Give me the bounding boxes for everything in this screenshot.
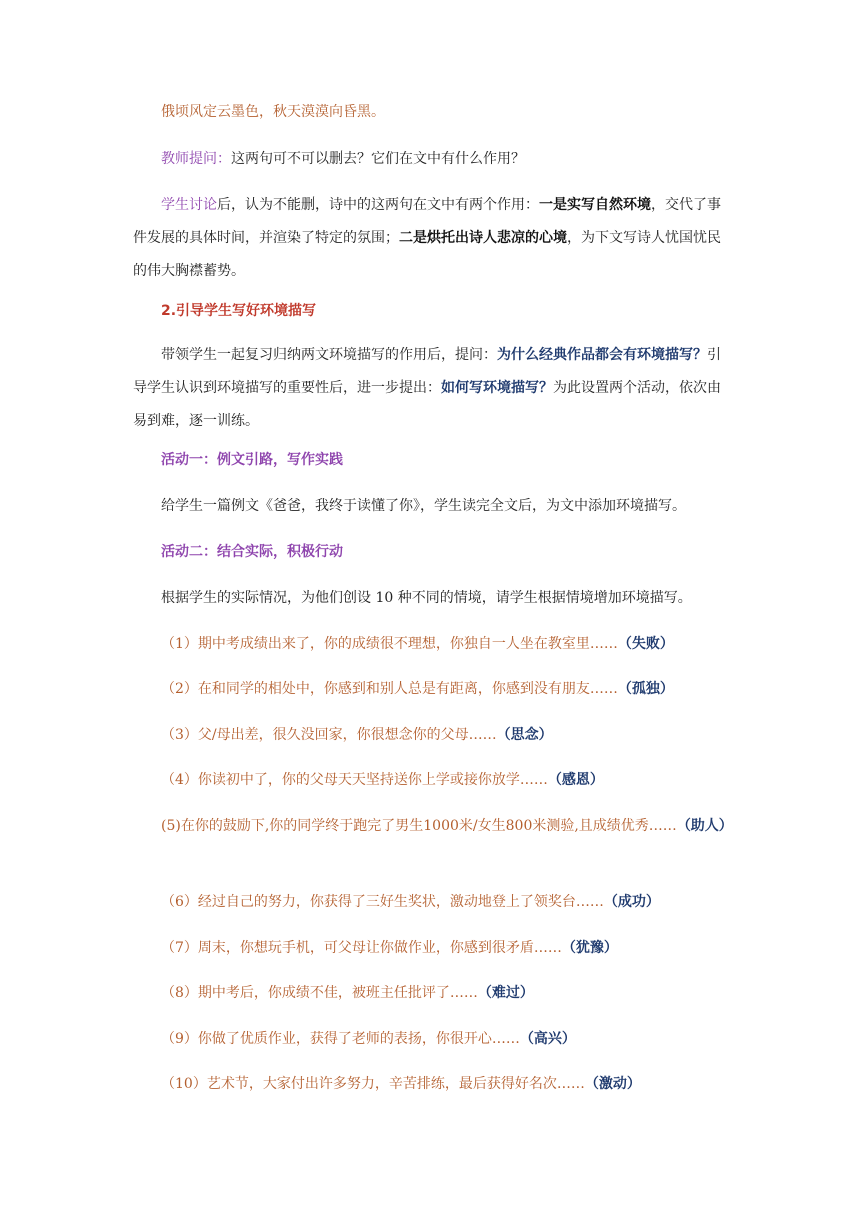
- question-label: 教师提问：: [161, 151, 231, 167]
- teacher-question: [133, 143, 733, 176]
- guide-text-1: 带领学生一起复习归纳两文环境描写的作用后，提问：: [161, 347, 497, 363]
- scenario-tag: （犹豫）: [561, 940, 618, 956]
- scenario-text: （3）父/母出差，很久没回家，你很想念你的父母……: [161, 727, 497, 743]
- scenario-item: [133, 1023, 733, 1056]
- activity2-title: 活动二：结合实际，积极行动: [161, 544, 343, 560]
- guide-paragraph: [133, 339, 733, 438]
- scenario-tag: （孤独）: [617, 681, 674, 697]
- scenario-item: [133, 719, 733, 752]
- scenario-tag: （失败）: [617, 636, 674, 652]
- scenario-text: （1）期中考成绩出来了，你的成绩很不理想，你独自一人坐在教室里……: [161, 636, 618, 652]
- discussion-paragraph: [133, 189, 733, 288]
- scenario-text: （6）经过自己的努力，你获得了三好生奖状，激动地登上了领奖台……: [161, 894, 604, 910]
- discussion-text-2: ，交代了事件发展的具体时间，并渲染了特定的氛围；: [133, 197, 721, 246]
- guide-text-2: 引导学生认识到环境描写的重要性后，进一步提出：: [133, 347, 721, 396]
- discussion-lead: 学生讨论: [161, 197, 217, 213]
- scenario-item: [133, 628, 733, 661]
- scenario-tag: （激动）: [584, 1076, 641, 1092]
- scenario-text: （8）期中考后，你成绩不佳，被班主任批评了……: [161, 985, 478, 1001]
- discussion-text-1: 后，认为不能删，诗中的这两句在文中有两个作用：: [217, 197, 539, 213]
- scenario-text: （4）你读初中了，你的父母天天坚持送你上学或接你放学……: [161, 772, 548, 788]
- scenario-tag: （思念）: [496, 727, 553, 743]
- scenario-item: [133, 977, 733, 1010]
- question-text: 这两句可不可以删去？它们在文中有什么作用？: [231, 151, 525, 167]
- scenario-tag: （难过）: [477, 985, 534, 1001]
- scenario-text: (5)在你的鼓励下,你的同学终于跑完了男生1000米/女生800米测验,且成绩优秀……: [161, 818, 677, 834]
- scenario-item: [133, 764, 733, 797]
- guide-question-1: 为什么经典作品都会有环境描写？: [497, 347, 707, 363]
- scenario-text: （9）你做了优质作业，获得了老师的表扬，你很开心……: [161, 1031, 520, 1047]
- scenario-tag: （高兴）: [519, 1031, 576, 1047]
- poem-line: 俄顷风定云墨色，秋天漠漠向昏黑。: [161, 104, 385, 120]
- scenario-item: [133, 932, 733, 965]
- scenario-tag: （感恩）: [547, 772, 604, 788]
- scenario-item: [133, 810, 733, 843]
- scenario-tag: （成功）: [603, 894, 660, 910]
- scenario-text: （2）在和同学的相处中，你感到和别人总是有距离，你感到没有朋友……: [161, 681, 618, 697]
- guide-question-2: 如何写环境描写？: [441, 380, 553, 396]
- scenario-text: （7）周末，你想玩手机，可父母让你做作业，你感到很矛盾……: [161, 940, 562, 956]
- scenario-item: [133, 673, 733, 706]
- scenario-item: [133, 1068, 733, 1101]
- discussion-bold-1: 一是实写自然环境: [539, 197, 651, 213]
- section-heading: 2.引导学生写好环境描写: [161, 303, 317, 319]
- scenario-tag: （助人）: [676, 818, 733, 834]
- activity1-title: 活动一：例文引路，写作实践: [161, 452, 343, 468]
- discussion-bold-2: 二是烘托出诗人悲凉的心境: [399, 230, 567, 246]
- activity1-text: 给学生一篇例文《爸爸，我终于读懂了你》，学生读完全文后，为文中添加环境描写。: [161, 498, 686, 514]
- scenario-item: [133, 886, 733, 919]
- scenario-text: （10）艺术节，大家付出许多努力，辛苦排练，最后获得好名次……: [161, 1076, 585, 1092]
- activity2-text: 根据学生的实际情况，为他们创设 10 种不同的情境，请学生根据情境增加环境描写。: [161, 590, 692, 606]
- discussion-text-3: ，为下文写诗人忧国忧民的伟大胸襟蓄势。: [133, 230, 721, 279]
- guide-text-3: 为此设置两个活动，依次由易到难，逐一训练。: [133, 380, 721, 429]
